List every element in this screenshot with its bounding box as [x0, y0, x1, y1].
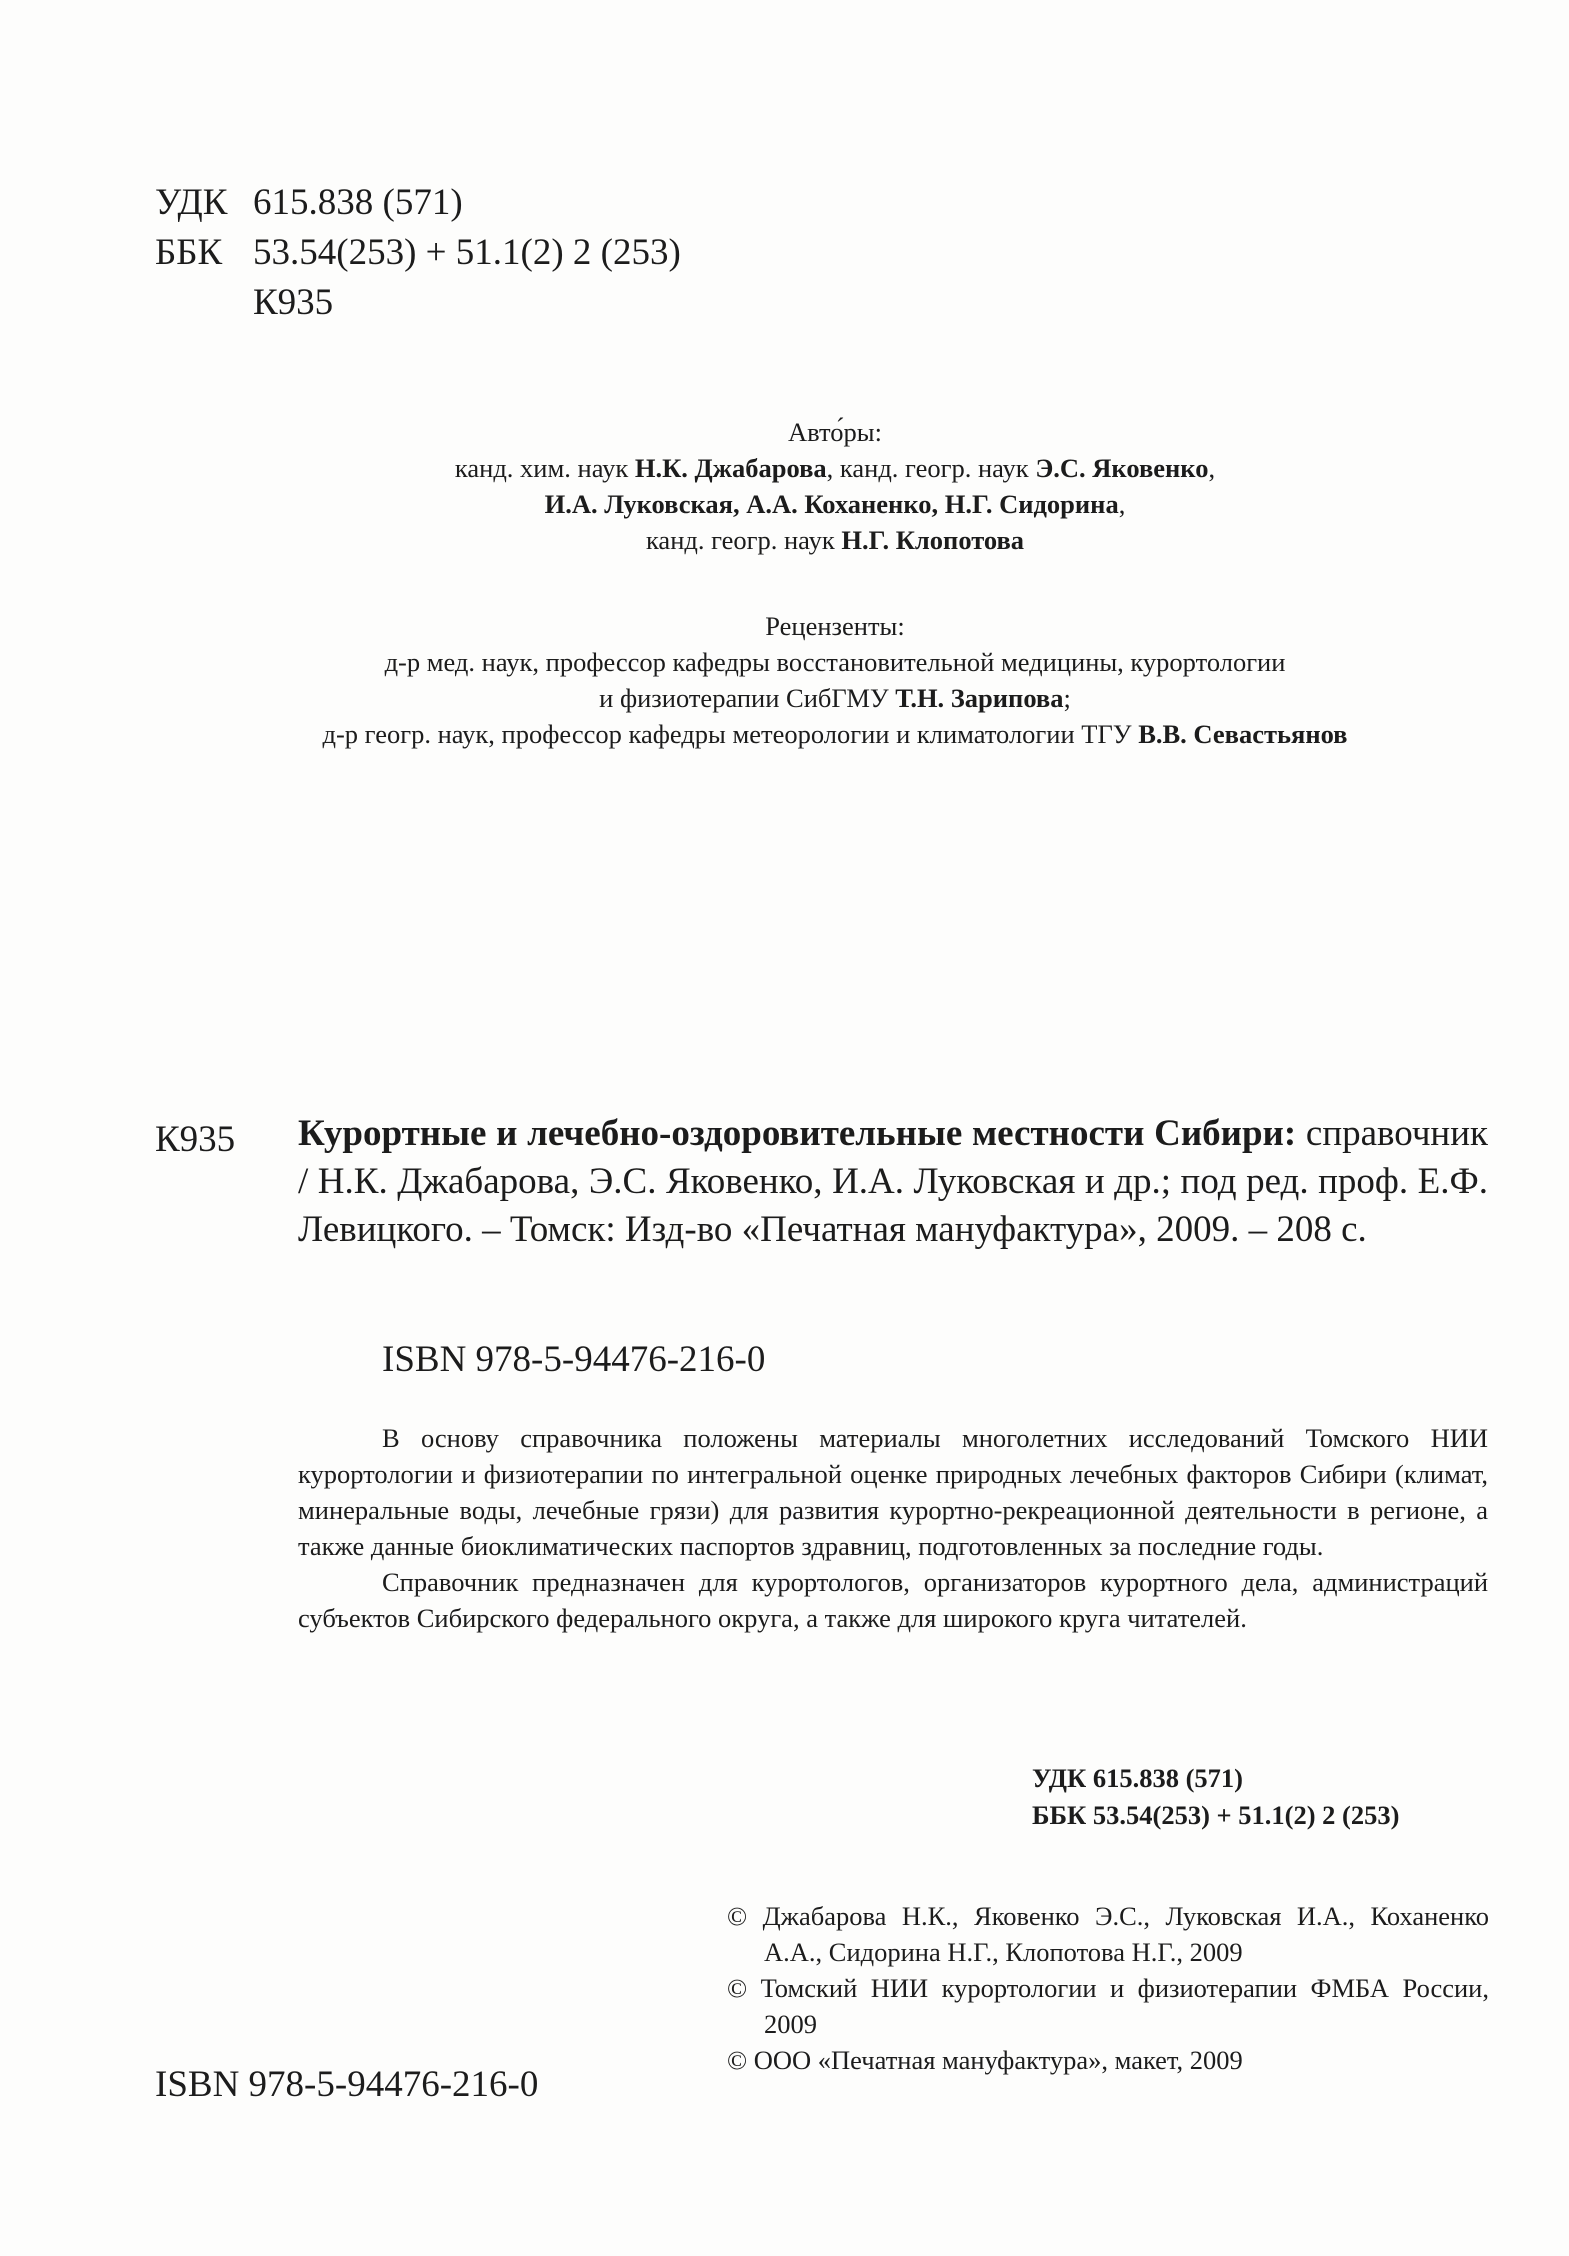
reviewers-heading: Рецензенты: [765, 611, 905, 641]
copyright-line: © ООО «Печатная мануфактура», макет, 2009 [727, 2045, 1243, 2075]
person-name: И.А. Луковская, А.А. Коханенко, Н.Г. Сидорина [544, 489, 1119, 519]
credit-text: , канд. геогр. наук [826, 453, 1036, 483]
book-description: справочник / Н.К. Джабарова, Э.С. Яковенко, И.А. Луковская и др.; под ред. проф. Е.Ф. Левицкого. – Томск: Изд-во «Печатная мануфактура», 2009. – 208 с. [298, 1113, 1489, 1250]
bbk-value: 53.54(253) + 51.1(2) 2 (253) [253, 232, 681, 273]
copyright-line: © Томский НИИ курортологии и физиотерапии ФМБА России, 2009 [727, 1973, 1489, 2039]
authors-section [170, 414, 1500, 558]
bbk-footer-line: ББК 53.54(253) + 51.1(2) 2 (253) [1032, 1800, 1400, 1830]
person-name: В.В. Севастьянов [1138, 719, 1348, 749]
catalog-code: К935 [155, 1119, 236, 1160]
credit-text: и физиотерапии СибГМУ [599, 683, 896, 713]
authors-heading: Авто́ры: [788, 417, 882, 447]
udk-value: 615.838 (571) [253, 182, 463, 223]
udk-bbk-footer [1032, 1760, 1399, 1834]
udk-footer-line: УДК 615.838 (571) [1032, 1763, 1243, 1793]
credit-text: , [1208, 453, 1216, 483]
credit-text: канд. хим. наук [454, 453, 635, 483]
authors-lines [170, 450, 1500, 558]
bbk-key: ББК [155, 232, 223, 273]
book-title: Курортные и лечебно-оздоровительные местности Сибири: [298, 1113, 1297, 1154]
entry-isbn: ISBN 978-5-94476-216-0 [382, 1339, 766, 1380]
bbk-line [155, 228, 681, 278]
person-name: Н.Г. Клопотова [841, 525, 1025, 555]
reviewers-section [170, 608, 1500, 752]
reviewers-lines [170, 644, 1500, 752]
udk-bbk-header [155, 178, 681, 328]
udk-key: УДК [155, 182, 228, 223]
reviewer-line [170, 716, 1500, 752]
credit-text: д-р мед. наук, профессор кафедры восстановительной медицины, курортологии [384, 647, 1286, 677]
credit-text: д-р геогр. наук, профессор кафедры метеорологии и климатологии ТГУ [322, 719, 1139, 749]
credit-text: ; [1063, 683, 1071, 713]
author-sign-line [155, 278, 681, 328]
author-sign-key [155, 278, 253, 328]
copyright-block [727, 1898, 1489, 2078]
author-line [170, 486, 1500, 522]
author-sign-value: К935 [253, 282, 334, 323]
abstract-paragraph: Справочник предназначен для курортологов, организаторов курортного дела, администраций субъектов Сибирского федерального округа, а также для широкого круга читателей. [298, 1567, 1488, 1633]
person-name: Н.К. Джабарова [634, 453, 827, 483]
reviewer-line [170, 680, 1500, 716]
reviewer-line [170, 644, 1500, 680]
credit-text: , [1118, 489, 1126, 519]
abstract [298, 1420, 1488, 1636]
udk-line [155, 178, 681, 228]
author-line [170, 450, 1500, 486]
copyright-line: © Джабарова Н.К., Яковенко Э.С., Луковская И.А., Коханенко А.А., Сидорина Н.Г., Клопотова Н.Г., 2009 [727, 1901, 1489, 1967]
catalog-entry [298, 1110, 1488, 1254]
credit-text: канд. геогр. наук [645, 525, 842, 555]
abstract-paragraph: В основу справочника положены материалы многолетних исследований Томского НИИ курортологии и физиотерапии по интегральной оценке природных лечебных факторов Сибири (климат, минеральные воды, лечебные грязи) для развития курортно-рекреационной деятельности в регионе, а также данные биоклиматических паспортов здравниц, подготовленных за последние годы. [298, 1423, 1488, 1561]
person-name: Т.Н. Зарипова [895, 683, 1064, 713]
footer-isbn: ISBN 978-5-94476-216-0 [155, 2064, 539, 2105]
person-name: Э.С. Яковенко [1035, 453, 1209, 483]
author-line [170, 522, 1500, 558]
